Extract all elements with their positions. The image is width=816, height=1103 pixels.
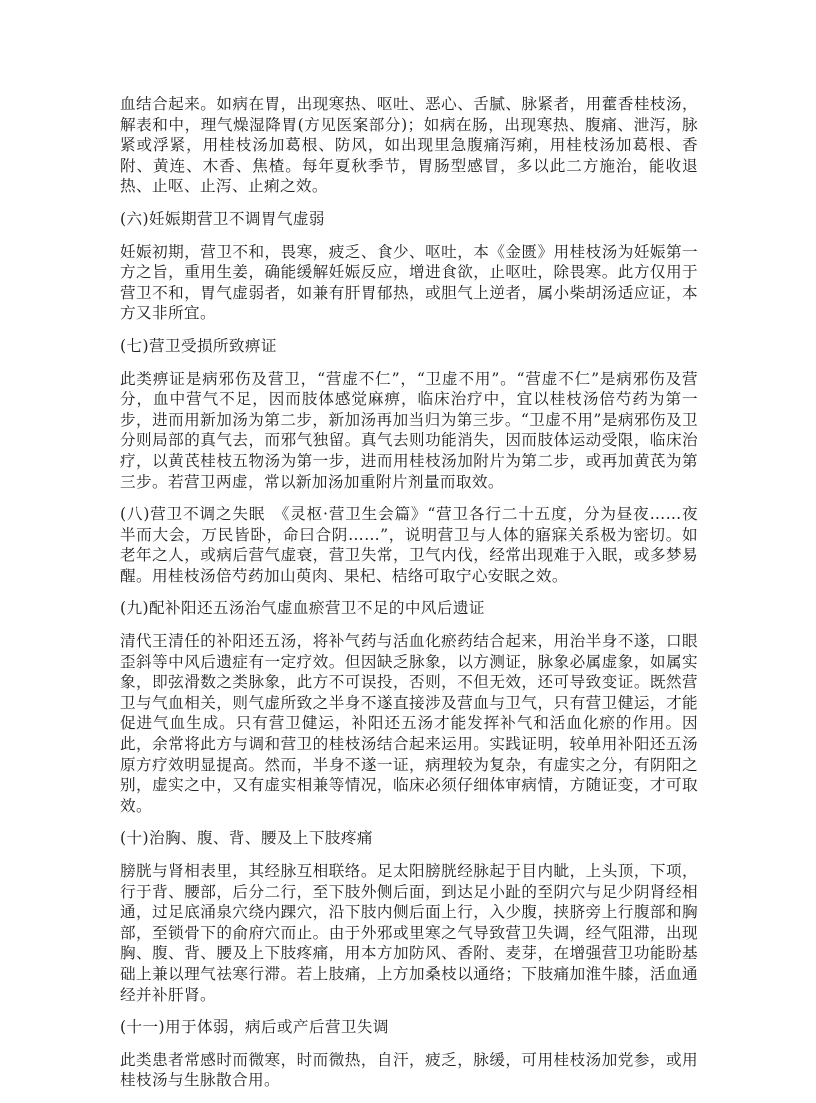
section-heading-7: (七)营卫受损所致痹证 [120,336,277,355]
paragraph-bi-syndrome: 此类痹证是病邪伤及营卫，“营虚不仁”，“卫虚不用”。“营虚不仁”是病邪伤及营分，血中营气不足，因而肢体感觉麻痹，临床治疗中，宜以桂枝汤倍芍药为第一步，进而用新加汤为第二步，新加汤再加当归为第三步。“卫虚不用”是病邪伤及卫分则局部的真气去，而邪气独留。真气去则功能消失，因而肢体运动受限，临床治疗，以黄芪桂枝五物汤为第一步，进而用桂枝汤加附片为第二步，或再加黄芪为第三步。若营卫两虚，常以新加汤加重附片剂量而取效。 [120,369,698,491]
paragraph-weakness: 此类患者常感时而微寒，时而微热，自汗，疲乏，脉缓，可用桂枝汤加党参，或用桂枝汤与生脉散合用。 [120,1050,698,1090]
paragraph-insomnia: (八)营卫不调之失眠 《灵枢·营卫生会篇》“营卫各行二十五度，分为昼夜……夜半而大会，万民皆卧，命曰合阴……”，说明营卫与人体的寤寐关系极为密切。如老年之人，或病后营气虚衰，营卫失常，卫气内伐，经常出现难于入眠，或多梦易醒。用桂枝汤倍芍药加山萸肉、果杞、桔络可取宁心安眠之效。 [120,505,698,585]
section-heading-9: (九)配补阳还五汤治气虚血瘀营卫不足的中风后遗证 [120,599,485,618]
document-page [120,94,698,1103]
paragraph-pain: 膀胱与肾相表里，其经脉互相联络。足太阳膀胱经脉起于目内眦，上头顶，下项，行于背、腰部，后分二行，至下肢外侧后面，到达足小趾的至阴穴与足少阴肾经相通，过足底涌泉穴绕内踝穴，沿下肢内侧后面上行，入少腹，挟脐旁上行腹部和胸部，至锁骨下的俞府穴而止。由于外邪或里寒之气导致营卫失调，经气阻滞，出现胸、腹、背、腰及上下肢疼痛，用本方加防风、香附、麦芽，在增强营卫功能盼基础上兼以理气祛寒行滞。若上肢痛，上方加桑枝以通络；下肢痛加淮牛膝，活血通经并补肝肾。 [120,862,698,1004]
section-heading-10: (十)治胸、腹、背、腰及上下肢疼痛 [120,829,373,848]
paragraph-stomach-intestinal-cold: 血结合起来。如病在胃，出现寒热、呕吐、恶心、舌腻、脉紧者，用藿香桂枝汤，解表和中，理气燥湿降胃(方见医案部分)；如病在肠，出现寒热、腹痛、泄泻，脉紧或浮紧，用桂枝汤加葛根、防风，如出现里急腹痛泻痢，用桂枝汤加葛根、香附、黄连、木香、焦楂。每年夏秋季节，胃肠型感冒，多以此二方施治，能收退热、止呕、止泻、止痢之效。 [120,95,698,196]
paragraph-pregnancy: 妊娠初期，营卫不和，畏寒，疲乏、食少、呕吐，本《金匮》用桂枝汤为妊娠第一方之旨，重用生姜，确能缓解妊娠反应，增进食欲，止呕吐，除畏寒。此方仅用于营卫不和，胃气虚弱者，如兼有肝胃郁热，或胆气上逆者，属小柴胡汤适应证，本方又非所宜。 [120,242,698,323]
section-heading-6: (六)妊娠期营卫不调胃气虚弱 [120,209,325,228]
paragraph-stroke-sequelae: 清代王清任的补阳还五汤，将补气药与活血化瘀药结合起来，用治半身不遂，口眼歪斜等中风后遗症有一定疗效。但因缺乏脉象，以方测证，脉象必属虚象，如属实象，即弦滑数之类脉象，此方不可误投，否则，不但无效，还可导致变证。既然营卫与气血相关，则气虚所致之半身不遂直接涉及营血与卫气，只有营卫健运，才能促进气血生成。只有营卫健运，补阳还五汤才能发挥补气和活血化瘀的作用。因此，余常将此方与调和营卫的桂枝汤结合起来运用。实践证明，较单用补阳还五汤原方疗效明显提高。然而，半身不遂一证，病理较为复杂，有虚实之分，有阴阳之别，虚实之中，又有虚实相兼等情况，临床必须仔细体审病情，方随证变，才可取效。 [120,632,698,815]
section-heading-11: (十一)用于体弱，病后或产后营卫失调 [120,1018,389,1037]
